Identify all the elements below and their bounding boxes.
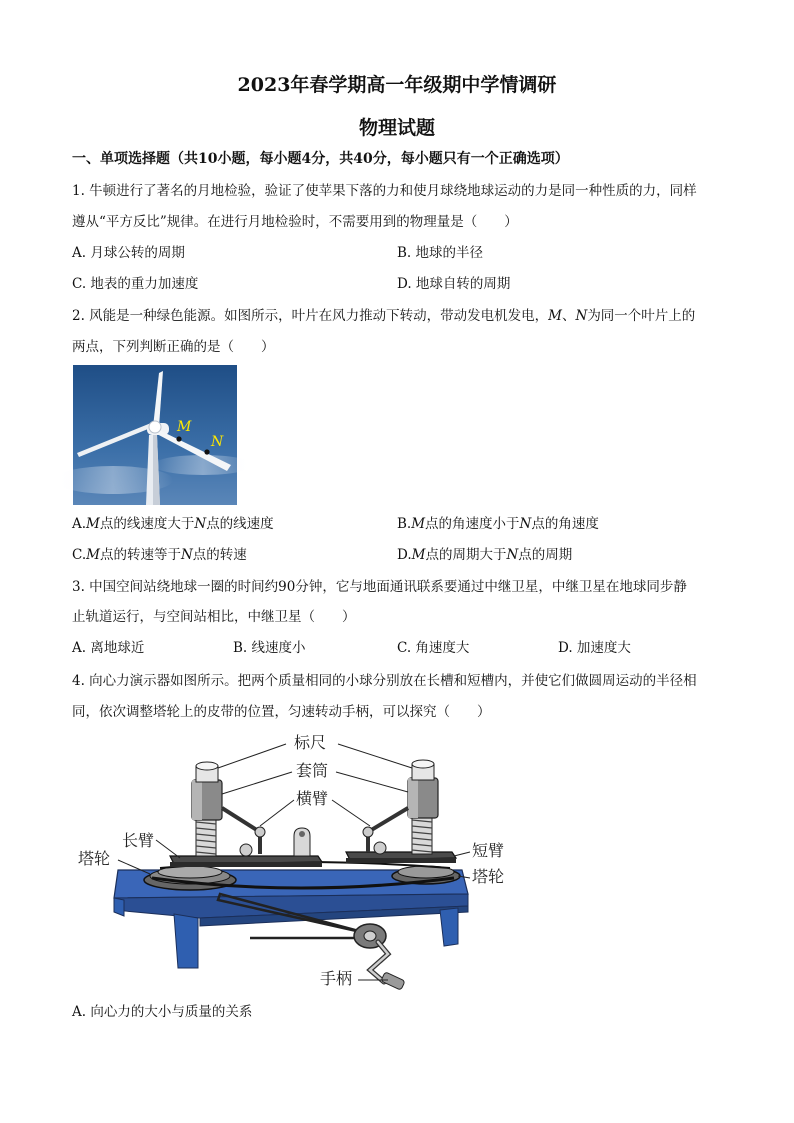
q3-stem-line2: 止轨道运行，与空间站相比，中继卫星（ ） [72,609,356,625]
q3-option-d: D. 加速度大 [558,640,631,656]
label-talun-left: 塔轮 [78,849,111,868]
section-heading: 一、单项选择题（共10小题，每小题4分，共40分，每小题只有一个正确选项） [72,151,569,167]
q1-stem-line1: 1. 牛顿进行了著名的月地检验，验证了使苹果下落的力和使月球绕地球运动的力是同一种性质的力，同样 [72,183,697,199]
q2-option-c-n: N [180,547,193,563]
base-leg [114,898,124,916]
q1-option-a: A. 月球公转的周期 [72,245,185,261]
q3-option-a: A. 离地球近 [72,640,145,656]
q2-option-c [72,546,247,564]
q2-option-d-end: 点的周期 [518,547,573,563]
point-m-dot [176,436,181,441]
q1-option-b: B. 地球的半径 [397,245,484,261]
point-n-dot [204,449,209,454]
q1-stem-line2: 遵从“平方反比”规律。在进行月地检验时，不需要用到的物理量是（ ） [72,214,518,230]
label-duanbi: 短臂 [472,841,505,860]
q1-option-c: C. 地表的重力加速度 [72,276,199,292]
q2-option-b-n: N [519,516,532,532]
q2-stem-text-a: 2. 风能是一种绿色能源。如图所示，叶片在风力推动下转动，带动发电机发电， [72,308,549,324]
q2-stem-line2: 两点，下列判断正确的是（ ） [72,339,275,355]
q2-option-a-letter: A. [72,516,87,532]
q2-option-d-n: N [506,547,519,563]
q2-option-b-m: M [411,516,426,532]
q2-stem-line1 [72,307,695,325]
q2-var-n: N [575,308,588,324]
right-lever [368,808,408,852]
q2-option-c-end: 点的转速 [192,547,247,563]
q2-option-b-mid: 点的角速度小于 [425,516,520,532]
q2-option-a-n: N [194,516,207,532]
q2-option-c-mid: 点的转速等于 [99,547,181,563]
q2-option-b-end: 点的角速度 [531,516,599,532]
q2-option-d-letter: D. [397,547,412,563]
q2-var-m: M [548,308,562,324]
q2-option-c-letter: C. [72,547,87,563]
q1-option-d: D. 地球自转的周期 [397,276,511,292]
label-shoubing: 手柄 [320,969,353,988]
q2-option-a [72,515,274,533]
q2-option-a-mid: 点的线速度大于 [99,516,195,532]
q2-separator: 、 [562,308,576,324]
point-m-label: M [177,419,192,435]
q2-option-b-letter: B. [397,516,412,532]
q4-option-a: A. 向心力的大小与质量的关系 [72,1004,253,1020]
q2-option-d [397,546,572,564]
q2-option-d-mid: 点的周期大于 [425,547,507,563]
ball-left [240,844,252,856]
q2-option-a-m: M [86,516,100,532]
q2-option-c-m: M [86,547,100,563]
exam-subtitle: 物理试题 [358,117,435,139]
q4-stem-line1: 4. 向心力演示器如图所示。把两个质量相同的小球分别放在长槽和短槽内，并使它们做圆周运动的半径相 [72,673,697,689]
exam-title: 2023年春学期高一年级期中学情调研 [237,74,557,96]
q2-option-d-m: M [411,547,426,563]
label-biaochi: 标尺 [294,733,327,752]
label-talun-right: 塔轮 [472,867,505,886]
label-changbi: 长臂 [122,831,155,850]
base-leg [440,908,458,946]
q3-stem-line1: 3. 中国空间站绕地球一圈的时间约90分钟，它与地面通讯联系要通过中继卫星，中继卫星在地球同步静 [72,579,687,595]
q3-option-c: C. 角速度大 [397,640,470,656]
base-leg [174,914,198,968]
q4-stem-line2: 同，依次调整塔轮上的皮带的位置，匀速转动手柄，可以探究（ ） [72,704,491,720]
q2-stem-text-b: 为同一个叶片上的 [587,308,696,324]
wind-turbine-figure [73,365,237,505]
ball-right [374,842,386,854]
label-taotong: 套筒 [296,761,329,780]
point-n-label: N [211,434,224,450]
label-hengbi: 横臂 [296,789,329,808]
turbine-hub [149,421,161,433]
centripetal-apparatus-figure [70,728,530,996]
q2-option-b [397,515,599,533]
q2-option-a-end: 点的线速度 [206,516,274,532]
q3-option-b: B. 线速度小 [233,640,306,656]
crank-grip [381,972,405,990]
